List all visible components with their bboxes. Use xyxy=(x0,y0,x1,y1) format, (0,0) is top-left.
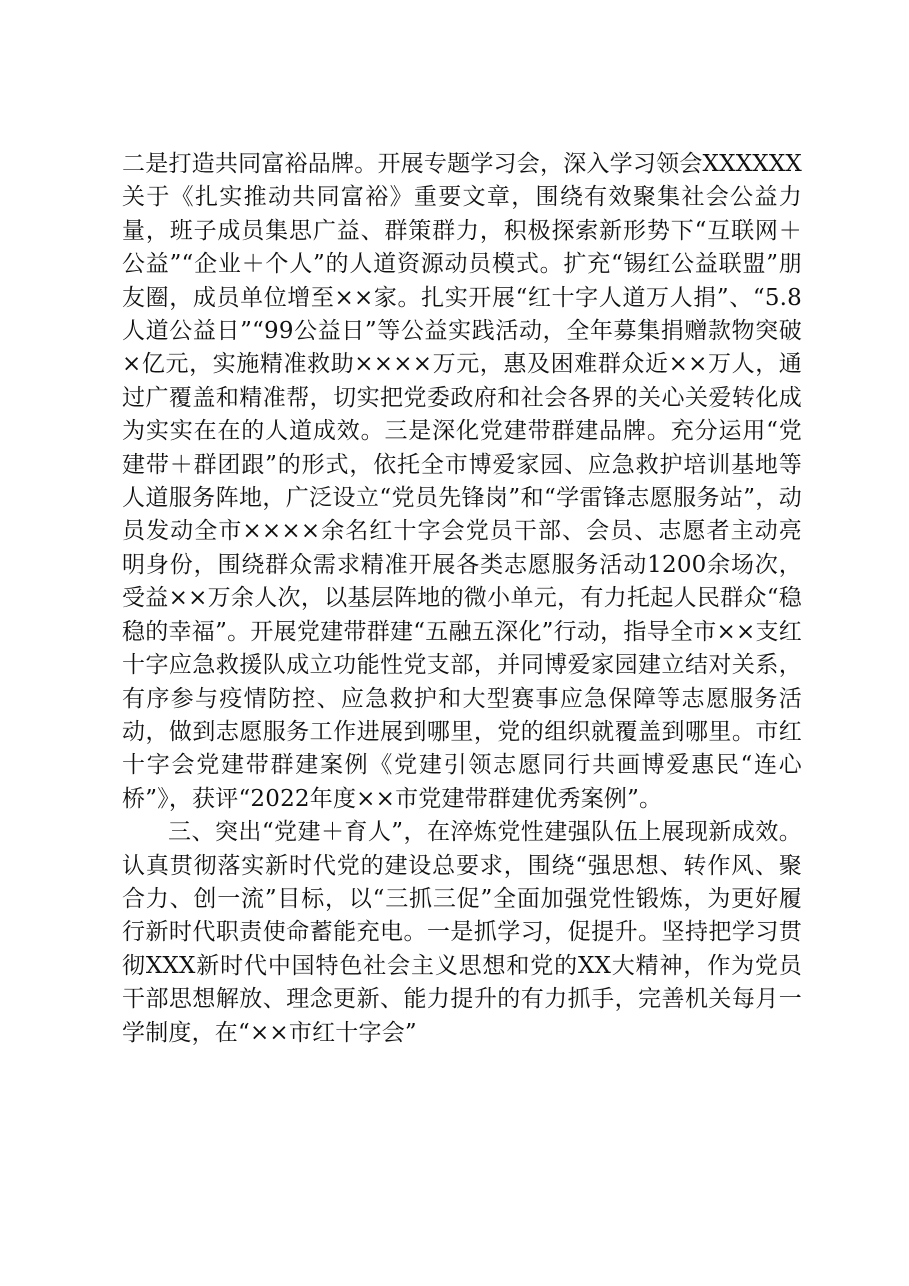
body-paragraph: 三、突出“党建＋育人”，在淬炼党性建强队伍上展现新成效。认真贯彻落实新时代党的建设总要求，围绕“强思想、转作风、聚合力、创一流”目标，以“三抓三促”全面加强党性锻炼，为更好履行新时代职责使命蓄能充电。一是抓学习，促提升。坚持把学习贯彻XXX新时代中国特色社会主义思想和党的XX大精神，作为党员干部思想解放、理念更新、能力提升的有力抓手，完善机关每月一学制度，在“××市红十字会” xyxy=(122,819,802,1046)
body-paragraph: 二是打造共同富裕品牌。开展专题学习会，深入学习领会XXXXXX关于《扎实推动共同富裕》重要文章，围绕有效聚集社会公益力量，班子成员集思广益、群策群力，积极探索新形势下“互联网＋公益”“企业＋个人”的人道资源动员模式。扩充“锡红公益联盟”朋友圈，成员单位增至××家。扎实开展“红十字人道万人捐”、“5.8人道公益日”“99公益日”等公益实践活动，全年募集捐赠款物突破×亿元，实施精准救助××××万元，惠及困难群众近××万人，通过广覆盖和精准帮，切实把党委政府和社会各界的关心关爱转化成为实实在在的人道成效。三是深化党建带群建品牌。充分运用“党建带＋群团跟”的形式，依托全市博爱家园、应急救护培训基地等人道服务阵地，广泛设立“党员先锋岗”和“学雷锋志愿服务站”，动员发动全市××××余名红十字会党员干部、会员、志愿者主动亮明身份，围绕群众需求精准开展各类志愿服务活动1200余场次，受益××万余人次，以基层阵地的微小单元，有力托起人民群众“稳稳的幸福”。开展党建带群建“五融五深化”行动，指导全市××支红十字应急救援队成立功能性党支部，并同博爱家园建立结对关系，有序参与疫情防控、应急救护和大型赛事应急保障等志愿服务活动，做到志愿服务工作进展到哪里，党的组织就覆盖到哪里。市红十字会党建带群建案例《党建引领志愿同行共画博爱惠民“连心桥”》，获评“2022年度××市党建带群建优秀案例”。 xyxy=(122,151,802,812)
document-body xyxy=(122,148,802,1050)
